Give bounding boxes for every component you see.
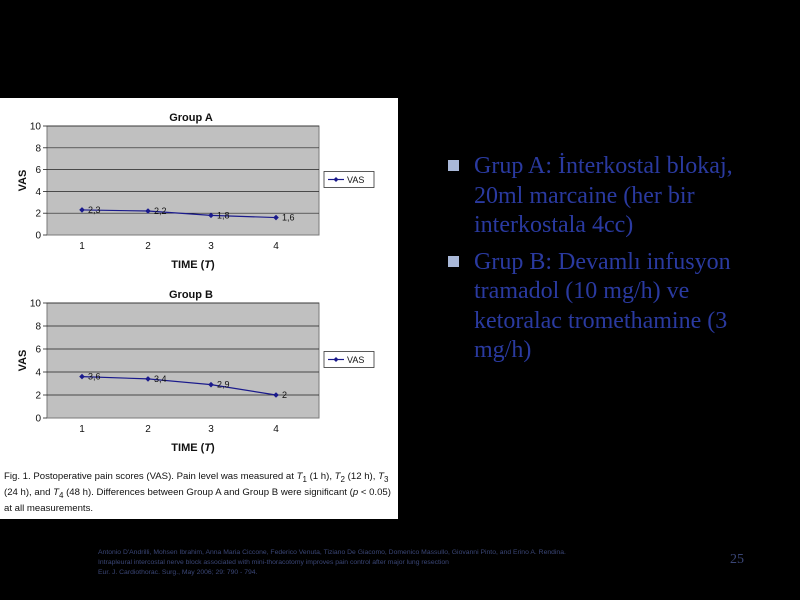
chart2-y-tick-label: 4 <box>35 367 41 379</box>
chart1-data-label: 1,8 <box>217 210 230 221</box>
chart2-y-tick-label: 10 <box>29 298 41 310</box>
chart2-x-tick-label: 4 <box>273 424 279 435</box>
bullet-square-icon <box>448 160 459 171</box>
caption-t2: T <box>334 471 341 482</box>
bullet-item-group-b <box>446 248 766 366</box>
chart1-plot-area <box>47 126 319 235</box>
caption-label: Fig. 1. <box>4 471 31 482</box>
bullet-text: Grup A: İnterkostal blokaj, 20ml marcaine (her bir interkostala 4cc) <box>474 153 733 238</box>
caption-p: p <box>352 486 359 498</box>
footer-title: Intrapleural intercostal nerve block associated with mini-thoracotomy improves pain control after major lung resection <box>98 559 449 566</box>
chart1-y-tick-label: 10 <box>29 121 41 133</box>
caption-t2-val: (12 h), <box>347 471 376 482</box>
caption-t3: T <box>378 471 384 482</box>
caption-p-rest: < 0.05) at all measurements. <box>4 486 391 514</box>
caption-t3-sub: 3 <box>383 474 389 484</box>
chart2-x-tick-label: 1 <box>79 424 85 435</box>
chart1-title: Group A <box>169 112 213 124</box>
bullet-text: Grup B: Devamlı infusyon tramadol (10 mg/h) ve ketoralac tromethamine (3 mg/h) <box>474 248 731 363</box>
chart2-data-label: 2,9 <box>217 379 230 390</box>
chart1-legend-label: VAS <box>347 175 365 185</box>
chart1-x-tick-label: 2 <box>145 241 151 252</box>
caption-t2-sub: 2 <box>340 474 345 484</box>
chart2-data-label: 2 <box>282 390 288 400</box>
caption-t1: T <box>296 471 303 482</box>
chart2-y-tick-label: 2 <box>35 390 41 402</box>
chart2-data-label: 3,4 <box>154 373 167 384</box>
caption-text: Postoperative pain scores (VAS). Pain level was measured at <box>33 471 294 482</box>
caption-t4-val: (48 h). Differences between Group A and Group B were significant ( <box>66 486 353 498</box>
chart1-data-label: 1,6 <box>282 212 295 223</box>
chart2-legend-label: VAS <box>347 355 365 365</box>
footer-reference <box>98 548 658 578</box>
chart2-title: Group B <box>169 289 213 301</box>
figure-caption <box>4 470 394 515</box>
caption-t4-sub: 4 <box>58 490 64 500</box>
chart1-x-tick-label: 1 <box>79 241 85 252</box>
chart2-y-tick-label: 6 <box>35 344 41 356</box>
charts-svg <box>0 98 398 470</box>
caption-t1-sub: 1 <box>302 474 307 484</box>
caption-t3-val: (24 h), and <box>4 486 51 498</box>
chart1-data-label: 2,3 <box>88 204 101 215</box>
chart2-y-axis-title: VAS <box>17 349 29 372</box>
chart1-y-tick-label: 0 <box>35 230 41 242</box>
footer-journal: Eur. J. Cardiothorac. Surg., May 2006; 29: 790 - 794. <box>98 569 258 576</box>
chart1-y-tick-label: 4 <box>35 186 41 198</box>
chart2-x-tick-label: 3 <box>208 424 214 435</box>
chart1-y-tick-label: 2 <box>35 208 41 220</box>
chart1-x-tick-label: 4 <box>273 241 279 252</box>
chart2-plot-area <box>47 303 319 418</box>
chart2-y-tick-label: 0 <box>35 413 41 425</box>
chart2-x-tick-label: 2 <box>145 424 151 435</box>
footer-authors: Antonio D'Andrilli, Mohsen Ibrahim, Anna Maria Ciccone, Federico Venuta, Tiziano De Giacomo, Domenico Massullo, Giovanni Pinto, and Erino A. Rendina. <box>98 549 566 556</box>
chart1-x-axis-title: TIME (T) <box>171 259 215 271</box>
chart1-y-tick-label: 6 <box>35 165 41 177</box>
chart1-y-tick-label: 8 <box>35 143 41 155</box>
bullet-square-icon <box>448 256 459 267</box>
bullet-list <box>446 152 766 373</box>
page-number: 25 <box>730 552 744 567</box>
chart2-x-axis-title: TIME (T) <box>171 442 215 454</box>
chart2-y-tick-label: 8 <box>35 321 41 333</box>
caption-t4: T <box>53 486 59 498</box>
figure-image <box>0 98 398 519</box>
bullet-item-group-a <box>446 152 766 241</box>
chart1-data-label: 2,2 <box>154 206 167 217</box>
chart1-x-tick-label: 3 <box>208 241 214 252</box>
chart2-data-label: 3,6 <box>88 371 101 382</box>
chart1-y-axis-title: VAS <box>17 169 29 192</box>
caption-t1-val: (1 h), <box>309 471 332 482</box>
